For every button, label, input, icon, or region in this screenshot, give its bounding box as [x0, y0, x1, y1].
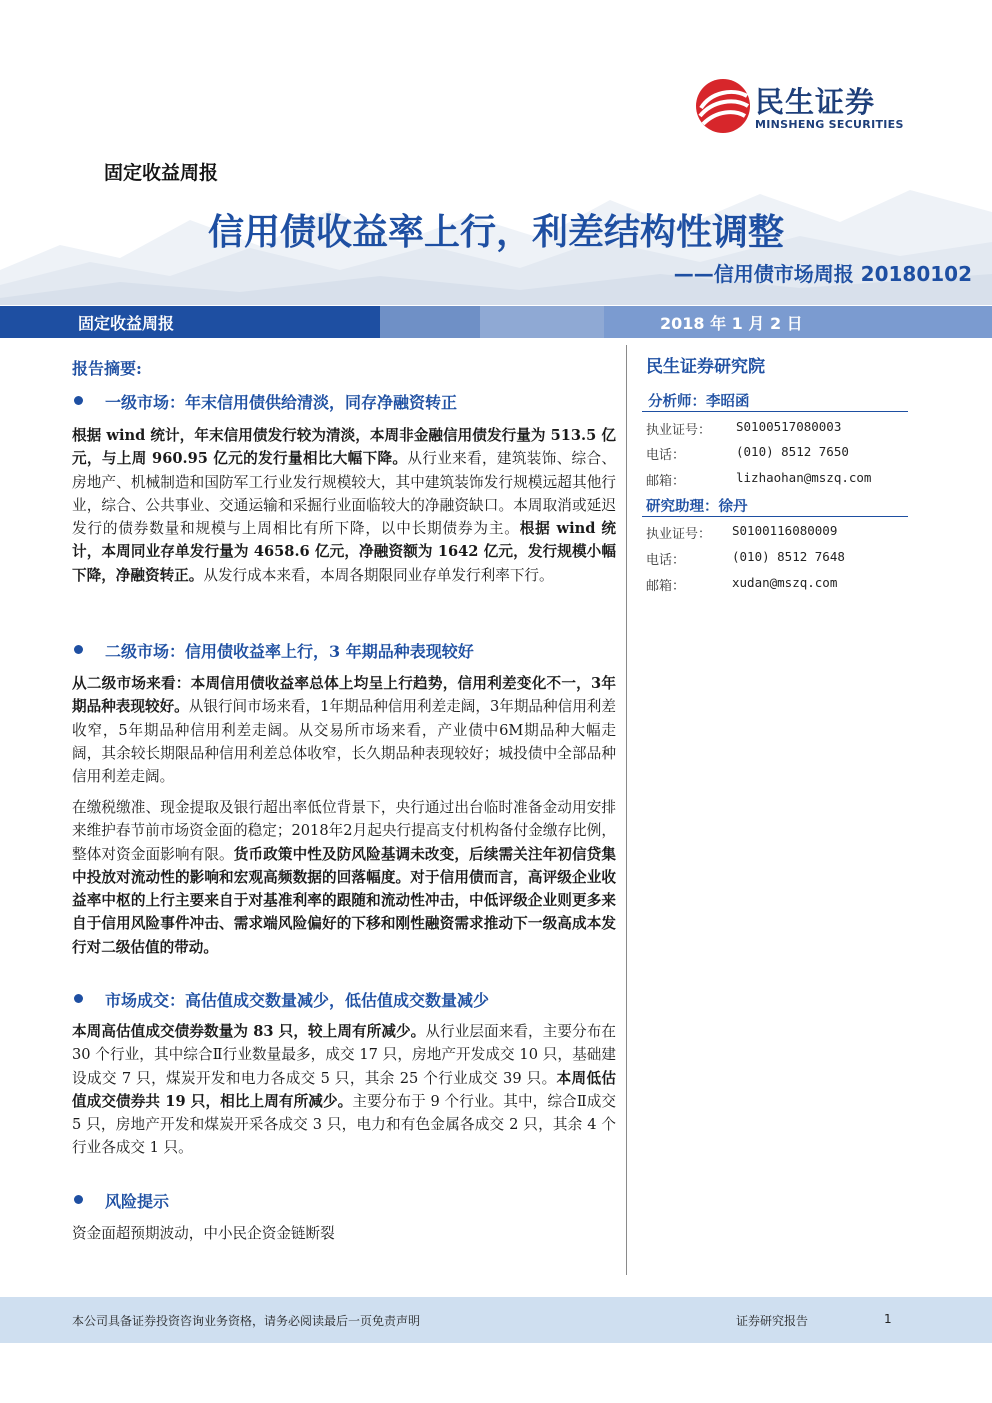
section-title-trading: 市场成交：高估值成交数量减少，低估值成交数量减少	[105, 991, 490, 1010]
report-date: 2018 年 1 月 2 日	[660, 314, 803, 333]
minsheng-logo-icon	[695, 78, 751, 134]
paragraph-risk: 资金面超预期波动，中小民企资金链断裂	[72, 1225, 335, 1242]
section-title-secondary-market: 二级市场：信用债收益率上行，3 年期品种表现较好	[105, 642, 474, 661]
divider	[642, 411, 908, 412]
paragraph-secondary-market: 从二级市场来看：本周信用债收益率总体上均呈上行趋势，信用利差变化不一，3年期品种表现较好。从银行间市场来看，1年期品种信用利差走阔，3年期品种信用利差收窄，5年期品种信用利差走阔。从交易所市场来看，产业债中6M期品种大幅走阔，其余较长期限品种信用利差总体收窄，长久期品种表现较好；城投债中全部品种信用利差走阔。	[72, 675, 616, 786]
paragraph-trading: 本周高估值成交债券数量为 83 只，较上周有所减少。从行业层面来看，主要分布在 30 个行业，其中综合Ⅱ行业数量最多，成交 17 只，房地产开发成交 10 只，基础建设成交 7 只，煤炭开发和电力各成交 5 只，其余 25 个行业成交 39 只。本周低估值成交债券共 19 只，相比上周有所减少。主要分布于 9 个行业。其中，综合Ⅱ成交 5 只，房地产开发和煤炭开采各成交 3 只，电力和有色金属各成交 2 只，其余 4 个行业各成交 1 只。	[72, 1023, 616, 1157]
section-title-primary-market: 一级市场：年末信用债供给清淡，同存净融资转正	[105, 393, 458, 412]
assistant-phone: (010) 8512 7648	[732, 549, 845, 564]
bullet-icon	[74, 396, 83, 405]
page-number: 1	[884, 1312, 892, 1326]
assistant-phone-label: 电话：	[646, 553, 686, 568]
institute-name: 民生证券研究院	[646, 357, 765, 377]
assistant-email-label: 邮箱：	[646, 579, 686, 594]
bullet-icon	[74, 645, 83, 654]
analyst-name: 分析师：李昭函	[648, 393, 750, 410]
summary-heading: 报告摘要:	[72, 359, 142, 378]
brand-logo	[695, 78, 935, 138]
bullet-icon	[74, 994, 83, 1003]
report-kicker: 固定收益周报	[104, 162, 219, 184]
brand-name-en: MINSHENG SECURITIES	[755, 118, 904, 131]
analyst-email[interactable]: lizhaohan@mszq.com	[736, 470, 872, 485]
assistant-name: 研究助理：徐丹	[646, 498, 748, 515]
analyst-cert-label: 执业证号：	[646, 423, 712, 438]
section-title-risk: 风险提示	[105, 1192, 170, 1211]
banner-category: 固定收益周报	[78, 314, 175, 333]
analyst-email-label: 邮箱：	[646, 474, 686, 489]
divider	[642, 516, 908, 517]
paragraph-primary-market: 根据 wind 统计，年末信用债发行较为清淡，本周非金融信用债发行量为 513.5 亿元，与上周 960.95 亿元的发行量相比大幅下降。从行业来看，建筑装饰、综合、房地产、机械制造和国防军工行业发行规模较大，其中建筑装饰发行规模远超其他行业，综合、公共事业、交通运输和采掘行业面临较大的净融资缺口。本周取消或延迟发行的债券数量和规模与上周相比有所下降，以中长期债券为主。根据 wind 统计，本周同业存单发行量为 4658.6 亿元，净融资额为 1642 亿元，发行规模小幅下降，净融资转正。从发行成本来看，本周各期限同业存单发行利率下行。	[72, 427, 616, 584]
column-divider	[626, 345, 627, 1275]
assistant-cert-label: 执业证号：	[646, 527, 712, 542]
paragraph-policy-outlook: 在缴税缴准、现金提取及银行超出率低位背景下，央行通过出台临时准备金动用安排来维护春节前市场资金面的稳定；2018年2月起央行提高支付机构备付金缴存比例，整体对资金面影响有限。货币政策中性及防风险基调未改变，后续需关注年初信贷集中投放对流动性的影响和宏观高频数据的回落幅度。对于信用债而言，高评级企业收益率中枢的上行主要来自于对基准利率的跟随和流动性冲击，中低评级企业则更多来自于信用风险事件冲击、需求端风险偏好的下移和刚性融资需求推动下一级高成本发行对二级估值的带动。	[72, 799, 616, 956]
footer-doc-type: 证券研究报告	[736, 1314, 809, 1328]
analyst-phone-label: 电话：	[646, 448, 686, 463]
brand-name-cn: 民生证券	[755, 85, 876, 119]
analyst-phone: (010) 8512 7650	[736, 444, 849, 459]
bullet-icon	[74, 1195, 83, 1204]
category-banner	[0, 306, 992, 338]
report-title: 信用债收益率上行，利差结构性调整	[207, 212, 784, 253]
report-subtitle: ——信用债市场周报 20180102	[673, 262, 972, 286]
assistant-email[interactable]: xudan@mszq.com	[732, 575, 838, 590]
assistant-cert: S0100116080009	[732, 523, 838, 538]
footer-disclaimer: 本公司具备证券投资咨询业务资格，请务必阅读最后一页免责声明	[72, 1314, 421, 1328]
analyst-cert: S0100517080003	[736, 419, 842, 434]
